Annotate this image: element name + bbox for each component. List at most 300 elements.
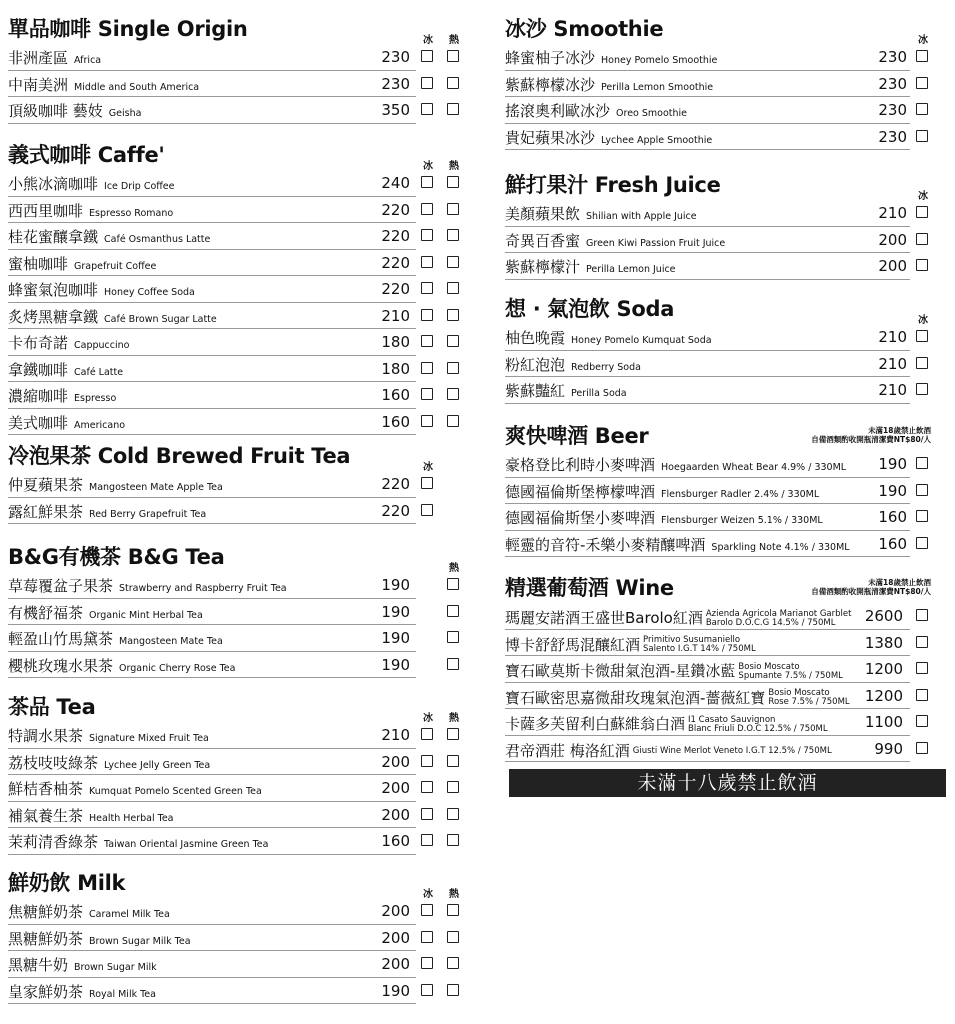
item-name	[505, 454, 846, 475]
item-name-zh: 紫蘇檸檬汁	[505, 258, 581, 276]
hot-checkbox[interactable]	[447, 984, 459, 996]
ice-checkbox[interactable]	[916, 103, 928, 115]
item-name-en: Taiwan Oriental Jasmine Green Tea	[104, 839, 269, 850]
item-name-en: Kumquat Pomelo Scented Green Tea	[89, 786, 262, 797]
menu-item-row	[8, 802, 416, 829]
ice-checkbox[interactable]	[421, 50, 433, 62]
item-name	[505, 740, 832, 761]
hot-checkbox[interactable]	[447, 631, 459, 643]
item-name-zh: 豪格登比利時小麥啤酒	[505, 456, 656, 474]
item-name-zh: 輕盈山竹馬黛茶	[8, 630, 114, 648]
item-name	[8, 332, 129, 353]
item-name-en: Americano	[74, 419, 126, 431]
hot-checkbox[interactable]	[447, 415, 459, 427]
item-price: 200	[381, 779, 410, 797]
section-single-origin	[8, 14, 463, 124]
item-price: 190	[381, 576, 410, 594]
menu-item-row	[8, 276, 416, 303]
item-price: 1200	[864, 686, 903, 705]
item-name-zh: 粉紅泡泡	[505, 355, 566, 374]
wine-item-row	[505, 630, 910, 657]
ice-checkbox[interactable]	[916, 77, 928, 89]
item-name-zh: 德國福倫斯堡檸檬啤酒	[505, 482, 656, 501]
alcohol-note	[811, 426, 931, 444]
section-title: 單品咖啡 Single Origin	[8, 17, 248, 41]
item-price: 230	[381, 74, 410, 93]
item-name-zh: 寶石歐莫斯卡微甜氣泡酒-星鑽冰藍	[505, 662, 736, 680]
item-name-en	[643, 636, 756, 654]
item-name-en: Sparkling Note 4.1% / 330ML	[711, 541, 850, 553]
item-name-en: Green Kiwi Passion Fruit Juice	[586, 237, 726, 249]
section-wine	[505, 573, 935, 762]
item-name	[8, 831, 268, 852]
item-name-en-line1: Giusti Wine Merlot Veneto I.G.T 12.5% / 750ML	[632, 745, 832, 756]
item-name	[8, 253, 156, 274]
item-name-zh: 非洲產區	[8, 49, 69, 67]
order-checkbox[interactable]	[916, 742, 928, 754]
item-name	[505, 660, 843, 681]
item-price: 2600	[864, 607, 903, 625]
ice-checkbox[interactable]	[421, 309, 433, 321]
item-price: 350	[381, 101, 410, 119]
item-name	[8, 359, 123, 380]
menu-item-row	[505, 124, 910, 151]
menu-item-row	[8, 329, 416, 356]
item-price: 200	[381, 902, 410, 920]
item-name	[8, 173, 175, 194]
corkage-note: 自備酒類酌收開瓶清潔費NT$80/人	[811, 587, 931, 596]
menu-item-row	[8, 625, 416, 652]
hot-checkbox[interactable]	[447, 388, 459, 400]
item-name	[8, 474, 223, 495]
hot-checkbox[interactable]	[447, 203, 459, 215]
menu-item-row	[8, 898, 416, 925]
menu-item-row	[505, 451, 910, 478]
item-name	[505, 47, 717, 68]
item-name-en: Brown Sugar Milk Tea	[89, 935, 191, 947]
item-name	[8, 928, 191, 949]
hot-header: 熱	[449, 889, 459, 900]
item-price: 220	[381, 200, 410, 219]
age-note: 未滿18歲禁止飲酒	[868, 426, 931, 435]
item-price: 200	[878, 257, 907, 275]
item-name	[8, 279, 195, 300]
item-name-zh: 仲夏蘋果茶	[8, 476, 84, 494]
item-price: 220	[381, 227, 410, 245]
menu-item-row	[8, 303, 416, 330]
menu-item-row	[8, 749, 416, 776]
ice-checkbox[interactable]	[916, 357, 928, 369]
menu-item-row	[8, 170, 416, 197]
item-name-en: Lychee Apple Smoothie	[601, 134, 713, 146]
item-name	[505, 327, 712, 348]
item-name-en-line2: Spumante 7.5% / 750ML	[738, 670, 843, 681]
item-name-zh: 濃縮咖啡	[8, 387, 69, 405]
hot-checkbox[interactable]	[447, 781, 459, 793]
item-name	[8, 200, 173, 221]
menu-item-row	[8, 498, 416, 525]
hot-checkbox[interactable]	[447, 176, 459, 188]
item-name-zh: 搖滾奧利歐冰沙	[505, 102, 611, 120]
item-price: 190	[381, 981, 410, 1000]
hot-checkbox[interactable]	[447, 728, 459, 740]
hot-checkbox[interactable]	[447, 282, 459, 294]
item-name	[505, 534, 850, 555]
ice-checkbox[interactable]	[421, 755, 433, 767]
item-name	[8, 901, 170, 922]
item-name	[8, 501, 206, 522]
ice-checkbox[interactable]	[421, 103, 433, 115]
item-name-en: Ice Drip Coffee	[104, 181, 175, 192]
menu-item-row	[8, 197, 416, 224]
item-name-en-line1: Primitivo Susumaniello	[643, 635, 741, 645]
item-name-en: Flensburger Weizen 5.1% / 330ML	[661, 515, 823, 526]
menu-item-row	[8, 97, 416, 124]
item-name-zh: 蜂蜜柚子冰沙	[505, 49, 596, 67]
item-price: 210	[381, 726, 410, 744]
item-name	[8, 752, 210, 773]
item-name	[505, 203, 697, 224]
hot-checkbox[interactable]	[447, 755, 459, 767]
section-title: B&G有機茶 B&G Tea	[8, 545, 225, 569]
item-name	[505, 127, 712, 148]
item-name	[8, 74, 199, 95]
section-title: 鮮奶飲 Milk	[8, 871, 126, 895]
item-price: 220	[381, 501, 410, 520]
item-name-zh: 特調水果茶	[8, 727, 84, 745]
order-checkbox[interactable]	[916, 715, 928, 727]
hot-checkbox[interactable]	[447, 103, 459, 115]
section-title: 鮮打果汁 Fresh Juice	[505, 173, 721, 197]
menu-item-row	[505, 227, 910, 254]
item-name-zh: 君帝酒莊 梅洛紅酒	[505, 741, 630, 760]
hot-checkbox[interactable]	[447, 957, 459, 969]
item-name-zh: 德國福倫斯堡小麥啤酒	[505, 509, 656, 527]
item-name-en: Oreo Smoothie	[616, 108, 688, 119]
item-name	[8, 226, 210, 247]
item-name-zh: 黑糖鮮奶茶	[8, 929, 84, 948]
item-price: 230	[878, 101, 907, 119]
item-name	[8, 412, 125, 433]
item-price: 160	[381, 832, 410, 850]
item-name-zh: 桂花蜜釀拿鐵	[8, 228, 99, 246]
item-price: 160	[381, 412, 410, 431]
section-juice	[505, 170, 935, 280]
section-title: 冰沙 Smoothie	[505, 17, 664, 41]
item-name-en: Perilla Lemon Smoothie	[601, 81, 714, 93]
item-name-en: Strawberry and Raspberry Fruit Tea	[119, 583, 287, 594]
ice-checkbox[interactable]	[421, 415, 433, 427]
ice-header: 冰	[918, 315, 928, 326]
item-name-en-line2: Salento I.G.T 14% / 750ML	[643, 644, 756, 654]
hot-checkbox[interactable]	[447, 658, 459, 670]
item-name-en: Africa	[74, 55, 102, 66]
item-name-zh: 蜜柚咖啡	[8, 254, 69, 273]
ice-checkbox[interactable]	[916, 233, 928, 245]
ice-header: 冰	[423, 889, 433, 900]
item-name-en: Middle and South America	[74, 81, 200, 93]
menu-item-row	[8, 250, 416, 277]
item-price: 1380	[864, 633, 903, 652]
item-name-zh: 卡薩多芙留利白蘇維翁白酒	[505, 715, 686, 733]
hot-checkbox[interactable]	[447, 578, 459, 590]
item-name-en: Brown Sugar Milk	[74, 962, 157, 973]
wine-item-row	[505, 683, 910, 710]
ice-checkbox[interactable]	[421, 229, 433, 241]
hot-header: 熱	[449, 161, 459, 172]
item-price: 230	[878, 74, 907, 93]
item-price: 210	[878, 328, 907, 346]
item-name-en-line2: Rose 7.5% / 750ML	[768, 697, 850, 707]
wine-item-row	[505, 656, 910, 683]
ice-checkbox[interactable]	[421, 477, 433, 489]
ice-checkbox[interactable]	[421, 834, 433, 846]
item-name-zh: 卡布奇諾	[8, 334, 69, 352]
ice-checkbox[interactable]	[421, 203, 433, 215]
item-name-en: Health Herbal Tea	[89, 812, 174, 824]
hot-checkbox[interactable]	[447, 808, 459, 820]
item-price: 200	[381, 752, 410, 771]
item-price: 1100	[864, 713, 903, 731]
item-name-en: Flensburger Radler 2.4% / 330ML	[661, 488, 820, 500]
menu-item-row	[505, 44, 910, 71]
item-name-en: Shilian with Apple Juice	[586, 211, 697, 222]
item-name-en: Redberry Soda	[571, 361, 641, 373]
item-name-zh: 焦糖鮮奶茶	[8, 903, 84, 921]
ice-checkbox[interactable]	[916, 510, 928, 522]
item-name	[8, 47, 101, 68]
item-name-zh: 小熊冰滴咖啡	[8, 175, 99, 193]
item-name	[505, 634, 756, 655]
order-checkbox[interactable]	[916, 609, 928, 621]
item-name-en: Honey Coffee Soda	[104, 287, 195, 298]
item-price: 210	[878, 204, 907, 222]
ice-checkbox[interactable]	[421, 931, 433, 943]
section-milk	[8, 868, 463, 1004]
order-checkbox[interactable]	[916, 636, 928, 648]
hot-checkbox[interactable]	[447, 931, 459, 943]
item-name-en: Espresso Romano	[89, 207, 174, 219]
menu-item-row	[505, 200, 910, 227]
ice-checkbox[interactable]	[916, 537, 928, 549]
item-name-en: Honey Pomelo Smoothie	[601, 55, 718, 66]
item-price: 200	[381, 928, 410, 947]
item-name	[8, 602, 203, 623]
hot-checkbox[interactable]	[447, 50, 459, 62]
age-note: 未滿18歲禁止飲酒	[868, 578, 931, 587]
hot-header: 熱	[449, 563, 459, 574]
menu-item-row	[8, 951, 416, 978]
item-name-en-line1: I1 Casato Sauvignon	[688, 714, 776, 725]
item-name-en: Espresso	[74, 393, 117, 404]
ice-checkbox[interactable]	[421, 335, 433, 347]
hot-header: 熱	[449, 35, 459, 46]
hot-checkbox[interactable]	[447, 309, 459, 321]
corkage-note: 自備酒類酌收開瓶清潔費NT$80/人	[811, 435, 931, 444]
item-name	[505, 481, 819, 502]
menu-item-row	[8, 223, 416, 250]
item-name-zh: 蜂蜜氣泡咖啡	[8, 281, 99, 299]
ice-checkbox[interactable]	[421, 984, 433, 996]
item-price: 200	[878, 230, 907, 249]
ice-checkbox[interactable]	[421, 282, 433, 294]
item-price: 180	[381, 333, 410, 351]
item-price: 1200	[864, 660, 903, 678]
item-name-en: Caramel Milk Tea	[89, 909, 170, 920]
menu-item-row	[505, 531, 910, 558]
item-name-en-line2: Blanc Friuli D.O.C 12.5% / 750ML	[688, 723, 828, 734]
ice-checkbox[interactable]	[421, 904, 433, 916]
item-name-en	[688, 716, 828, 734]
menu-item-row	[505, 97, 910, 124]
menu-item-row	[8, 652, 416, 679]
item-name	[8, 805, 174, 826]
item-price: 160	[878, 508, 907, 526]
menu-item-row	[8, 471, 416, 498]
item-name	[8, 628, 223, 649]
item-price: 230	[878, 127, 907, 146]
section-bg-tea	[8, 542, 463, 678]
age-warning-banner: 未滿十八歲禁止飲酒	[509, 769, 946, 797]
ice-checkbox[interactable]	[916, 457, 928, 469]
order-checkbox[interactable]	[916, 689, 928, 701]
item-name-en: Organic Cherry Rose Tea	[119, 662, 236, 674]
section-title: 爽快啤酒 Beer	[505, 424, 649, 448]
section-title: 想 · 氣泡飲 Soda	[505, 297, 675, 321]
hot-checkbox[interactable]	[447, 256, 459, 268]
section-tea	[8, 692, 463, 855]
item-price: 200	[381, 805, 410, 824]
item-price: 210	[878, 381, 907, 399]
ice-checkbox[interactable]	[421, 781, 433, 793]
item-name	[505, 713, 828, 734]
hot-checkbox[interactable]	[447, 834, 459, 846]
hot-checkbox[interactable]	[447, 605, 459, 617]
item-name-zh: 荔枝吱吱綠茶	[8, 753, 99, 772]
item-name-en: Mangosteen Mate Tea	[119, 636, 223, 647]
ice-checkbox[interactable]	[916, 130, 928, 142]
item-name-zh: 紫蘇豔紅	[505, 382, 566, 400]
item-price: 190	[381, 629, 410, 647]
ice-checkbox[interactable]	[421, 362, 433, 374]
menu-item-row	[505, 478, 910, 505]
ice-checkbox[interactable]	[916, 50, 928, 62]
item-name-zh: 露紅鮮果茶	[8, 502, 84, 521]
ice-checkbox[interactable]	[421, 808, 433, 820]
hot-checkbox[interactable]	[447, 77, 459, 89]
item-name-en: Perilla Lemon Juice	[586, 264, 676, 275]
menu-item-row	[8, 356, 416, 383]
hot-checkbox[interactable]	[447, 229, 459, 241]
hot-checkbox[interactable]	[447, 904, 459, 916]
section-title: 冷泡果茶 Cold Brewed Fruit Tea	[8, 444, 351, 468]
ice-header: 冰	[423, 35, 433, 46]
menu-item-row	[505, 351, 910, 378]
ice-checkbox[interactable]	[421, 176, 433, 188]
section-title: 精選葡萄酒 Wine	[505, 576, 674, 600]
item-name	[505, 380, 627, 401]
menu-item-row	[8, 775, 416, 802]
ice-checkbox[interactable]	[916, 484, 928, 496]
item-name-zh: 貴妃蘋果冰沙	[505, 128, 596, 147]
item-price: 190	[381, 602, 410, 621]
ice-checkbox[interactable]	[916, 259, 928, 271]
wine-item-row	[505, 736, 910, 763]
ice-checkbox[interactable]	[916, 383, 928, 395]
hot-header: 熱	[449, 713, 459, 724]
menu-item-row	[8, 409, 416, 436]
ice-checkbox[interactable]	[421, 504, 433, 516]
menu-item-row	[8, 978, 416, 1005]
item-name-en: Geisha	[108, 108, 142, 119]
item-name	[505, 507, 823, 528]
section-soda	[505, 294, 935, 404]
menu-item-row	[8, 44, 416, 71]
item-name-zh: 炙烤黑糖拿鐵	[8, 307, 99, 326]
ice-checkbox[interactable]	[421, 77, 433, 89]
item-price: 210	[381, 306, 410, 325]
ice-checkbox[interactable]	[421, 388, 433, 400]
item-name-en	[633, 747, 832, 756]
item-name-zh: 皇家鮮奶茶	[8, 982, 84, 1001]
item-name-zh: 西西里咖啡	[8, 201, 84, 220]
item-name-en: Lychee Jelly Green Tea	[104, 759, 211, 771]
item-name-en: Royal Milk Tea	[89, 988, 156, 1000]
item-name	[505, 607, 851, 628]
ice-checkbox[interactable]	[421, 256, 433, 268]
item-name-zh: 紫蘇檸檬冰沙	[505, 75, 596, 94]
item-price: 990	[874, 739, 903, 758]
item-name-zh: 中南美洲	[8, 75, 69, 94]
item-name	[8, 725, 209, 746]
section-title: 茶品 Tea	[8, 695, 96, 719]
menu-item-row	[8, 71, 416, 98]
section-smoothie	[505, 14, 935, 150]
item-name-zh: 輕靈的音符-禾樂小麥精釀啤酒	[505, 535, 706, 554]
item-name	[505, 354, 641, 375]
item-name	[8, 385, 116, 406]
menu-item-row	[8, 382, 416, 409]
menu-item-row	[8, 828, 416, 855]
item-name-zh: 有機舒福茶	[8, 603, 84, 622]
menu-item-row	[8, 599, 416, 626]
item-name-en: Signature Mixed Fruit Tea	[89, 733, 209, 744]
item-name	[8, 575, 287, 596]
ice-checkbox[interactable]	[421, 728, 433, 740]
item-name-zh: 美顏蘋果飲	[505, 205, 581, 223]
section-title: 義式咖啡 Caffe'	[8, 143, 165, 167]
order-checkbox[interactable]	[916, 662, 928, 674]
alcohol-note	[811, 578, 931, 596]
item-name	[505, 687, 850, 708]
ice-checkbox[interactable]	[916, 206, 928, 218]
menu-item-row	[505, 324, 910, 351]
ice-header: 冰	[918, 191, 928, 202]
ice-checkbox[interactable]	[421, 957, 433, 969]
item-name-en-line2: Barolo D.O.C.G 14.5% / 750ML	[705, 617, 836, 628]
ice-checkbox[interactable]	[916, 330, 928, 342]
hot-checkbox[interactable]	[447, 335, 459, 347]
item-name-en: Red Berry Grapefruit Tea	[89, 508, 207, 520]
item-name-zh: 黑糖牛奶	[8, 956, 69, 974]
menu-item-row	[8, 925, 416, 952]
item-price: 190	[878, 481, 907, 500]
menu-item-row	[8, 572, 416, 599]
item-name-zh: 瑪麗安諾酒王盛世Barolo紅酒	[505, 609, 703, 627]
item-price: 160	[381, 386, 410, 404]
item-name-zh: 奇異百香蜜	[505, 231, 581, 250]
hot-checkbox[interactable]	[447, 362, 459, 374]
